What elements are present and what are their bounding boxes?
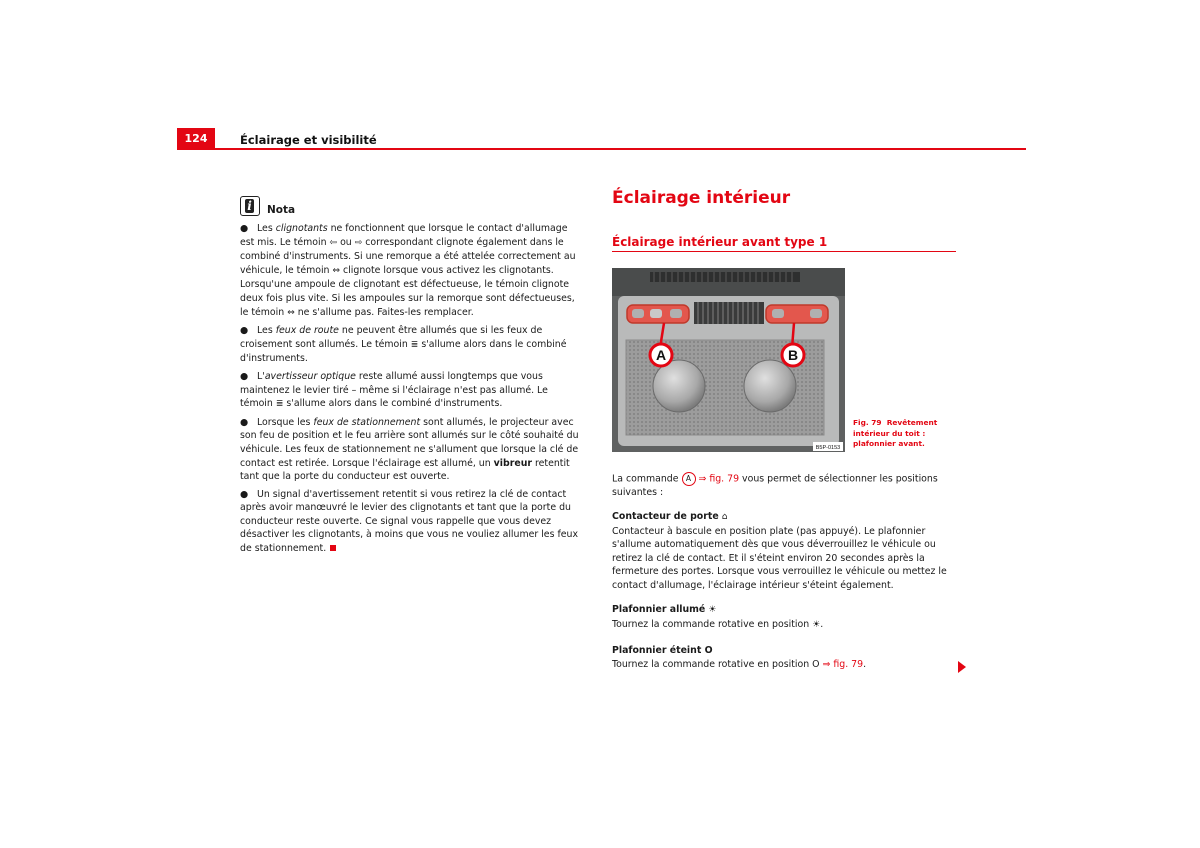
note-item: ● Les clignotants ne fonctionnent que lorsque le contact d'allumage est mis. Le témoin ⇦ ou ⇨ correspondant clignote également dans le combiné d'instruments. Si une remorque a été attelée correctement au véhicule, le témoin ⇔ clignote lorsque vous activez les clignotants. Lorsqu'une ampoule de clignotant est défectueuse, le témoin clignote deux fois plus vite. Si les ampoules sur la remorque sont défectueuses, le témoin ⇔ ne s'allume pas. Faites-les remplacer. — [240, 223, 576, 318]
subtitle-rule — [612, 251, 956, 252]
bullet-icon: ● — [240, 488, 249, 500]
continue-arrow-icon — [958, 661, 966, 673]
control-a-icon: A — [682, 472, 696, 486]
figure-caption — [853, 418, 958, 450]
figure-reference-link[interactable]: ⇒ fig. 79 — [698, 473, 740, 485]
section-title: Éclairage intérieur — [612, 188, 791, 208]
figure-79-image — [612, 268, 845, 452]
door-contact-text: Contacteur à bascule en position plate (pas appuyé). Le plafonnier s'allume automatiquement dès que vous déverrouillez le véhicule ou retirez la clé de contact. Et il s'éteint environ 20 secondes après la fermeture des portes. Lorsque vous verrouillez le véhicule ou mettez le contact d'allumage, l'éclairage intérieur s'éteint également. — [612, 525, 947, 591]
intro-paragraph: La commande A ⇒ fig. 79 vous permet de sélectionner les positions suivantes : — [612, 473, 938, 499]
figure-label-a: A — [655, 347, 667, 363]
note-item: ● Lorsque les feux de stationnement sont allumés, le projecteur avec son feu de position et le feu arrière sont allumés sur le côté souhaité du véhicule. Les feux de stationnement ne s'allument que lorsque la clé de contact est retirée. Lorsque l'éclairage est allumé, un vibreur retentit tant que la porte du conducteur est ouverte. — [240, 416, 579, 483]
figure-caption-text: Revêtement intérieur du toit : plafonnier avant. — [853, 418, 938, 448]
figure-reference-link[interactable]: ⇒ fig. 79 — [822, 658, 864, 670]
note-item: ● L'avertisseur optique reste allumé aussi longtemps que vous maintenez le levier tiré – même si l'éclairage n'est pas allumé. Le témoin ≣ s'allume alors dans le combiné d'instruments. — [240, 370, 548, 410]
trailer-indicator-icon: ⇔ — [332, 265, 341, 276]
note-label: Nota — [267, 204, 296, 216]
turn-left-arrow-icon: ⇦ — [329, 237, 338, 248]
figure-code: B5P-0153 — [815, 445, 841, 451]
header-rule — [177, 148, 1026, 150]
high-beam-icon: ≣ — [275, 399, 284, 410]
door-contact-section — [612, 510, 957, 593]
note-item: ● Un signal d'avertissement retentit si vous retirez la clé de contact après avoir manœuvré le levier des clignotants et tant que la porte du conducteur reste ouverte. Ce signal vous rappelle que vous devez désactiver les clignotants, à moins que vous ne vouliez allumer les feux de stationnement. — [240, 488, 578, 555]
running-title: Éclairage et visibilité — [240, 133, 377, 147]
door-contact-icon: ⌂ — [721, 512, 728, 522]
light-off-section: Plafonnier éteint O Tournez la commande rotative en position O ⇒ fig. 79. — [612, 644, 957, 671]
trailer-indicator-icon: ⇔ — [287, 307, 295, 318]
interior-light-icon: ☀ — [812, 619, 821, 630]
end-of-section-icon — [330, 545, 336, 551]
turn-right-arrow-icon: ⇨ — [354, 237, 363, 248]
bullet-icon: ● — [240, 416, 249, 428]
figure-label-b: B — [787, 347, 799, 363]
ceiling-light-illustration — [612, 268, 845, 452]
note-heading — [240, 196, 582, 216]
bullet-icon: ● — [240, 223, 249, 234]
light-on-section: Plafonnier allumé ☀ Tournez la commande rotative en position ☀. — [612, 604, 824, 630]
light-off-title: Plafonnier éteint O — [612, 645, 713, 656]
section-subtitle: Éclairage intérieur avant type 1 — [612, 235, 828, 249]
bullet-icon: ● — [240, 325, 249, 337]
page-number: 124 — [177, 128, 215, 149]
light-on-title: Plafonnier allumé — [612, 604, 706, 615]
bullet-icon: ● — [240, 370, 249, 382]
high-beam-icon: ≣ — [410, 339, 419, 350]
section-header — [612, 188, 957, 208]
note-item: ● Les feux de route ne peuvent être allumés que si les feux de croisement sont allumés. Le témoin ≣ s'allume alors dans le combiné d'instruments. — [240, 325, 567, 365]
interior-light-icon: ☀ — [708, 605, 717, 615]
figure-caption-number: Fig. 79 — [853, 418, 882, 427]
door-contact-title: Contacteur de porte — [612, 511, 719, 522]
info-icon: i — [240, 196, 260, 216]
note-column — [240, 196, 582, 560]
